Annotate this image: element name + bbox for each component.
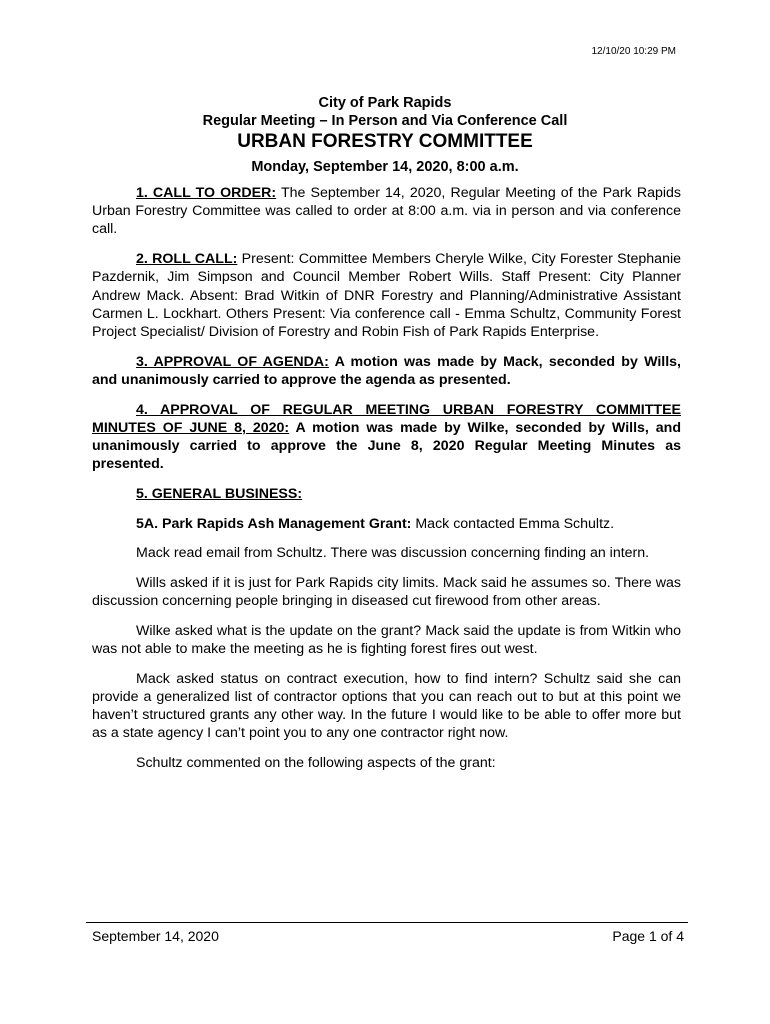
meeting-date: Monday, September 14, 2020, 8:00 a.m. xyxy=(251,159,519,175)
approval-minutes-paragraph xyxy=(92,401,681,474)
general-business-heading: 5. GENERAL BUSINESS: xyxy=(136,485,303,502)
minutes-body xyxy=(92,184,681,784)
print-timestamp: 12/10/20 10:29 PM xyxy=(591,46,676,57)
approval-minutes-heading: 4. APPROVAL OF REGULAR MEETING URBAN FORESTRY COMMITTEE MINUTES OF JUNE 8, 2020: xyxy=(92,401,681,436)
document-header xyxy=(0,94,770,178)
body-paragraph: Mack asked status on contract execution, how to find intern? Schultz said she can provide a generalized list of contractor options that you can reach out to but at this point we haven’t structured grants any other way. In the future I would like to be able to offer more but as a state agency I can’t point you to any one contractor right now. xyxy=(92,670,681,742)
roll-call-paragraph xyxy=(92,250,681,341)
approval-agenda-paragraph xyxy=(92,353,681,389)
body-paragraph: Wills asked if it is just for Park Rapids city limits. Mack said he assumes so. There was discussion concerning people bringing in diseased cut firewood from other areas. xyxy=(92,574,681,610)
body-paragraph: Schultz commented on the following aspects of the grant: xyxy=(136,755,496,772)
call-to-order-heading: 1. CALL TO ORDER: xyxy=(136,185,277,201)
ash-grant-paragraph xyxy=(92,515,681,533)
call-to-order-paragraph xyxy=(92,184,681,239)
meeting-type: Regular Meeting – In Person and Via Conference Call xyxy=(202,113,568,129)
roll-call-text: Present: Committee Members Cheryle Wilke, City Forester Stephanie Pazdernik, Jim Simpson and Council Member Robert Wills. Staff Present: City Planner Andrew Mack. Absent: Brad Witkin of DNR Forestry and Planning/Administrative Assistant Carmen L. Lockhart. Others Present: Via conference call - Emma Schultz, Community Forest Project Specialist/ Division of Forestry and Robin Fish of Park Rapids Enterprise. xyxy=(92,251,682,340)
body-paragraph: Mack read email from Schultz. There was discussion concerning finding an intern. xyxy=(136,545,650,562)
committee-title: URBAN FORESTRY COMMITTEE xyxy=(237,131,533,152)
body-paragraph: Wilke asked what is the update on the grant? Mack said the update is from Witkin who was not able to make the meeting as he is fighting forest fires out west. xyxy=(92,622,681,658)
city-name: City of Park Rapids xyxy=(318,95,452,111)
approval-agenda-text: A motion was made by Mack, seconded by Wills, and unanimously carried to approve the agenda as presented. xyxy=(92,353,681,388)
ash-grant-heading: 5A. Park Rapids Ash Management Grant: xyxy=(136,515,412,532)
roll-call-heading: 2. ROLL CALL: xyxy=(136,251,238,268)
footer-divider xyxy=(86,922,688,923)
general-business-paragraph xyxy=(92,485,681,503)
call-to-order-text: The September 14, 2020, Regular Meeting of the Park Rapids Urban Forestry Committee was called to order at 8:00 a.m. via in person and via conference call. xyxy=(92,185,682,238)
ash-grant-text: Mack contacted Emma Schultz. xyxy=(411,515,615,532)
footer-date: September 14, 2020 xyxy=(92,928,219,944)
approval-minutes-text: A motion was made by Wilke, seconded by Wills, and unanimously carried to approve the June 8, 2020 Regular Meeting Minutes as presented. xyxy=(92,419,681,473)
approval-agenda-heading: 3. APPROVAL OF AGENDA: xyxy=(136,353,329,370)
page-number: Page 1 of 4 xyxy=(612,928,684,944)
